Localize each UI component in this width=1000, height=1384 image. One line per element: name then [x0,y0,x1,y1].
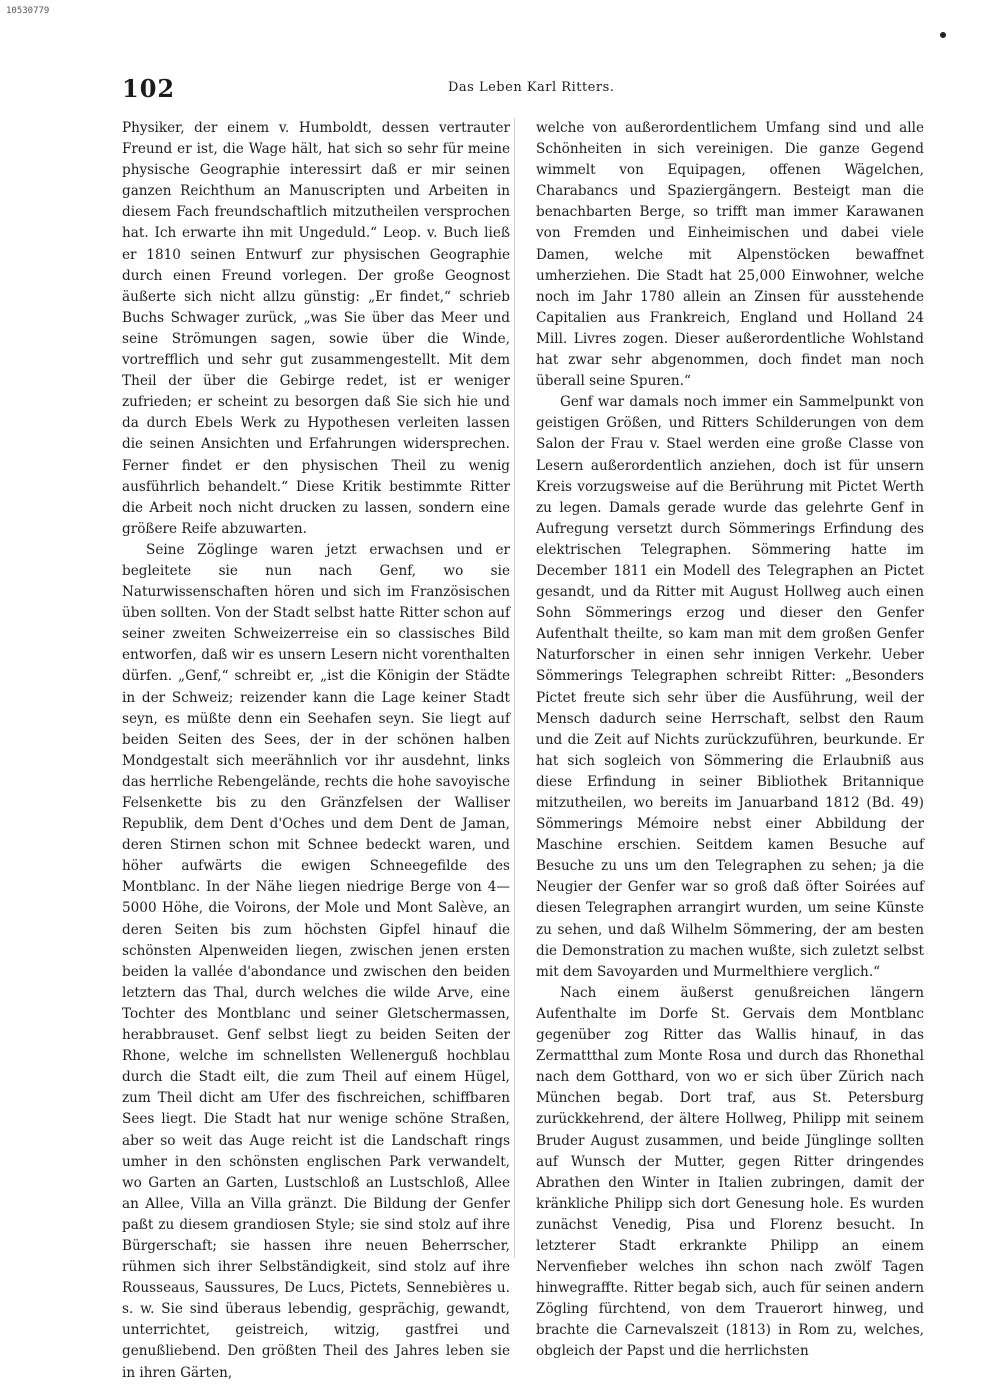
paragraph: Nach einem äußerst genußreichen längern Aufenthalte im Dorfe St. Gervais dem Montblanc gegenüber zog Ritter das Wallis hinauf, in das Zermattthal zum Monte Rosa und durch das Rhonethal nach dem Gotthard, von wo er sich über Zürich nach München begab. Dort traf, aus St. Petersburg zurückkehrend, der ältere Hollweg, Philipp mit seinem Bruder August zusammen, und beide Jünglinge sollten auf Wunsch der Mutter, gegen Ritter dringendes Abrathen den Winter in Italien zubringen, damit der kränkliche Philipp sich dort Genesung hole. Es wurden zunächst Venedig, Pisa und Florenz besucht. In letzterer Stadt erkrankte Philipp an einem Nervenfieber welches ihn schon nach zwölf Tagen hinwegraffte. Ritter begab sich, auch für seinen andern Zögling fürchtend, von dem Trauerort hinweg, und brachte die Carnevalszeit (1813) in Rom zu, welches, obgleich der Papst und die herrlichsten [536,984,924,1360]
paragraph: welche von außerordentlichem Umfang sind und alle Schönheiten in sich vereinigen. Die ganze Gegend wimmelt von Equipagen, offenen Wägelchen, Charabancs und Spaziergängern. Besteigt man die benachbarten Berge, so trifft man immer Karawanen von Fremden und Einheimischen und dabei viele Damen, welche mit Alpenstöcken bewaffnet umherziehen. Die Stadt hat 25,000 Einwohner, welche noch im Jahr 1780 allein an Zinsen für ausstehende Capitalien aus Frankreich, England und Holland 24 Mill. Livres zogen. Dieser außerordentliche Wohlstand hat zwar sehr abgenommen, doch findet man noch überall seine Spuren.“ [536,120,924,390]
paragraph: Genf war damals noch immer ein Sammelpunkt von geistigen Größen, und Ritters Schilderungen von dem Salon der Frau v. Stael werden eine große Classe von Lesern außerordentlich anziehen, doch ist für unsern Kreis vorzugsweise auf die Berührung mit Pictet Werth zu legen. Damals gerade wurde das gelehrte Genf in Aufregung versetzt durch Sömmerings Erfindung des elektrischen Telegraphen. Sömmering hatte im December 1811 ein Modell des Telegraphen an Pictet gesandt, und da Ritter mit August Hollweg auch einen Sohn Sömmerings erzog und dieser den Genfer Aufenthalt theilte, so kam man mit dem großen Genfer Naturforscher in einen sehr innigen Verkehr. Ueber Sömmerings Telegraphen schreibt Ritter: „Besonders Pictet freute sich sehr über die Ausführung, weil der Mensch dadurch seine Herrschaft, selbst den Raum und die Zeit auf Nichts zurückzuführen, beurkunde. Er hat sich sogleich von Sömmering die Erlaubniß aus diese Erfindung in seiner Bibliothek Britannique mitzutheilen, wo bereits im Januarband 1812 (Bd. 49) Sömmerings Mémoire nebst einer Abbildung der Maschine erschien. Seitdem kamen Besuche auf Besuche zu uns um den Telegraphen zu sehen; ja die Neugier der Genfer war so groß daß öfter Soirées auf diesen Telegraphen arrangirt wurden, um seine Künste zu sehen, und daß Wilhelm Sömmering, der am besten die Demonstration zu machen wußte, sich zuletzt selbst mit dem Savoyarden und Murmelthiere verglich.“ [536,394,924,980]
column-divider [514,118,515,1258]
right-column [536,118,924,1363]
ink-mark [940,32,946,38]
scan-id-label: 10530779 [6,6,50,16]
left-column [122,118,510,1384]
running-head: Das Leben Karl Ritters. [448,80,615,95]
page-number: 102 [122,74,176,103]
paragraph: Seine Zöglinge waren jetzt erwachsen und er begleitete sie nun nach Genf, wo sie Naturwissenschaften hören und sich im Französischen üben sollten. Von der Stadt selbst hatte Ritter schon auf seiner zweiten Schweizerreise ein so classisches Bild entworfen, daß wir es unsern Lesern nicht vorenthalten dürfen. „Genf,“ schreibt er, „ist die Königin der Städte in der Schweiz; reizender kann die Lage keiner Stadt seyn, es müßte denn ein Seehafen seyn. Sie liegt auf beiden Seiten des Sees, der in der schönen halben Mondgestalt sich meerähnlich vor ihr ausdehnt, links das herrliche Rebengelände, rechts die hohe savoyische Felsenkette bis zu den Gränzfelsen der Walliser Republik, dem Dent d'Oches und dem Dent de Jaman, deren Stirnen schon mit Schnee bedeckt waren, und höher aufwärts die ewigen Schneegefilde des Montblanc. In der Nähe liegen niedrige Berge von 4—5000 Höhe, die Voirons, der Mole und Mont Salève, an deren Seiten bis zum höchsten Gipfel hinauf die schönsten Alpenweiden liegen, zwischen jenen ersten beiden la vallée d'abondance und zwischen den beiden letztern das Thal, durch welches die wilde Arve, eine Tochter des Montblanc und seiner Gletschermassen, herabbrauset. Genf selbst liegt zu beiden Seiten der Rhone, welche im schnellsten Wellenerguß hochblau durch die Stadt eilt, die zum Theil auf einem Hügel, zum Theil dicht am Ufer des fischreichen, schiffbaren Sees liegt. Die Stadt hat nur wenige schöne Straßen, aber so weit das Auge reicht ist die Landschaft rings umher in den schönsten englischen Park verwandelt, wo Garten an Garten, Lustschloß an Lustschloß, Allee an Allee, Villa an Villa gränzt. Die Bildung der Genfer paßt zu diesem grandiosen Style; sie sind stolz auf ihre Bürgerschaft; sie hassen ihre neuen Beherrscher, rühmen sich ihrer Selbständigkeit, sind stolz auf ihre Rousseaus, Saussures, De Lucs, Pictets, Sennebières u. s. w. Sie sind überaus lebendig, gesprächig, gewandt, unterrichtet, geistreich, witzig, gastfrei und genußliebend. Den größten Theil des Jahres leben sie in ihren Gärten, [122,541,510,1381]
paragraph: Physiker, der einem v. Humboldt, dessen vertrauter Freund er ist, die Wage hält, hat sich so sehr für meine physische Geographie interessirt daß er mir seinen ganzen Reichthum an Manuscripten und Arbeiten in diesem Fach freundschaftlich mitzutheilen versprochen hat. Ich erwarte ihn mit Ungeduld.“ Leop. v. Buch ließ er 1810 seinen Entwurf zur physischen Geographie durch einen Freund vorlegen. Der große Geognost äußerte sich nicht allzu günstig: „Er findet,“ schrieb Buchs Schwager zurück, „was Sie über das Meer und seine Strömungen sagen, sowie über die Winde, vortrefflich und sehr gut zusammengestellt. Mit dem Theil der über die Gebirge redet, ist er weniger zufrieden; er scheint zu besorgen daß Sie sich hie und da durch Ebels Werk zu Hypothesen verleiten lassen die seinen Ansichten und Erfahrungen widersprechen. Ferner findet er den physischen Theil zu wenig ausführlich behandelt.“ Diese Kritik bestimmte Ritter die Arbeit noch nicht drucken zu lassen, sondern eine größere Reife abzuwarten. [122,120,510,537]
